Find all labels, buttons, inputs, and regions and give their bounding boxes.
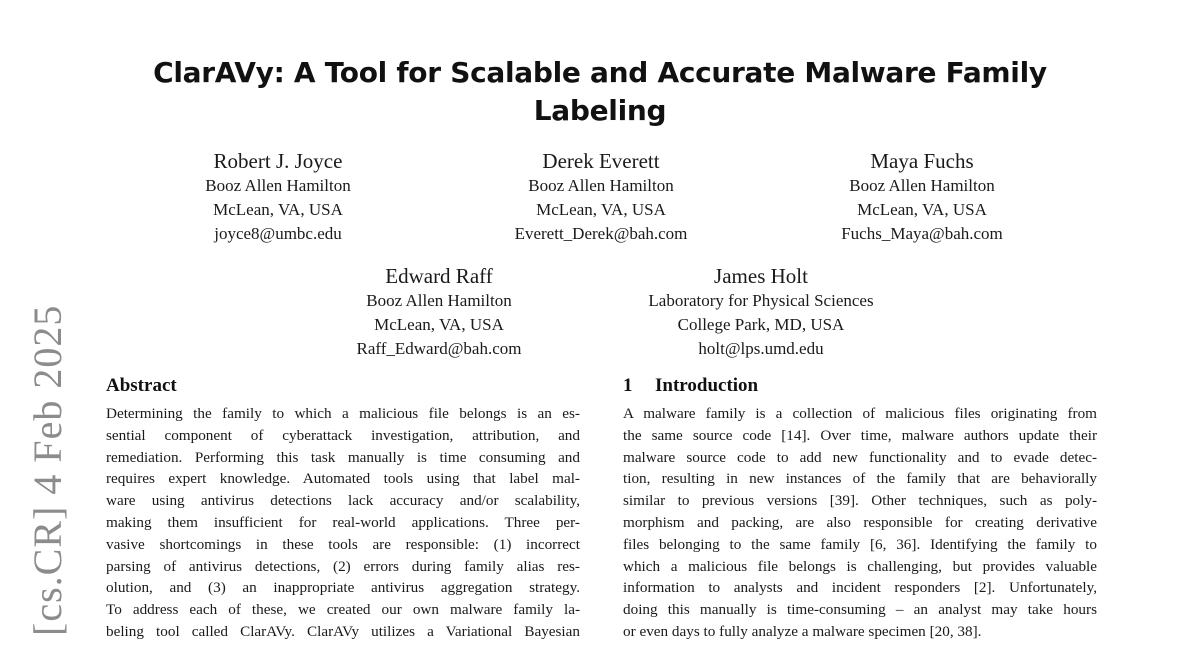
introduction-body	[623, 403, 1097, 643]
introduction-line: similar to previous versions [39]. Other techniques, such as poly-	[623, 492, 1097, 510]
abstract-line: olution, and (3) an inappropriate antivirus aggregation strategy.	[106, 579, 580, 597]
author-affiliation: Laboratory for Physical Sciences	[648, 291, 874, 310]
author-block	[451, 148, 751, 246]
introduction-line: morphism and packing, are also responsible for creating derivative	[623, 513, 1097, 531]
abstract-line: sential component of cyberattack investigation, attribution, and	[106, 426, 580, 444]
author-name: James Holt	[714, 264, 808, 288]
abstract-line: vasive shortcomings in these tools are responsible: (1) incorrect	[106, 535, 580, 553]
abstract-line: Determining the family to which a malicious file belongs is an es-	[106, 405, 580, 422]
author-block	[289, 263, 589, 361]
author-name: Edward Raff	[385, 264, 493, 288]
author-email: Fuchs_Maya@bah.com	[841, 224, 1003, 243]
title-line: Labeling	[533, 94, 667, 127]
introduction-line: the same source code [14]. Over time, malware authors update their	[623, 426, 1097, 444]
author-affiliation: Booz Allen Hamilton	[366, 291, 512, 310]
author-email: joyce8@umbc.edu	[214, 224, 342, 243]
author-block	[772, 148, 1072, 246]
author-affiliation: Booz Allen Hamilton	[528, 176, 674, 195]
section-title: Introduction	[655, 375, 759, 396]
author-name: Derek Everett	[542, 149, 660, 173]
author-block	[128, 148, 428, 246]
abstract-line: making them insufficient for real-world applications. Three per-	[106, 513, 580, 531]
author-block	[611, 263, 911, 361]
introduction-line: A malware family is a collection of malicious files originating from	[623, 405, 1097, 422]
abstract-line: requires expert knowledge. Automated tools using that label mal-	[106, 470, 580, 488]
abstract-line: To address each of these, we created our own malware family la-	[106, 601, 580, 619]
abstract-line: parsing of antivirus detections, (2) errors during family alias res-	[106, 557, 580, 575]
author-location: College Park, MD, USA	[677, 315, 845, 334]
author-name: Robert J. Joyce	[213, 149, 343, 173]
author-email: Everett_Derek@bah.com	[514, 224, 688, 243]
paper-title	[100, 54, 1100, 130]
author-affiliation: Booz Allen Hamilton	[849, 176, 995, 195]
abstract-body	[106, 403, 580, 643]
arxiv-side-stamp: [cs.CR] 4 Feb 2025	[25, 304, 70, 636]
title-line: ClarAVy: A Tool for Scalable and Accurate Malware Family	[153, 56, 1047, 89]
author-email: Raff_Edward@bah.com	[356, 339, 522, 358]
author-location: McLean, VA, USA	[857, 200, 987, 219]
abstract-line: ware using antivirus detections lack accuracy and/or scalability,	[106, 492, 580, 510]
author-location: McLean, VA, USA	[213, 200, 343, 219]
introduction-line: doing this manually is time-consuming – an analyst may take hours	[623, 601, 1097, 619]
introduction-heading	[623, 374, 758, 398]
abstract-line: beling tool called ClarAVy. ClarAVy utilizes a Variational Bayesian	[106, 622, 580, 640]
introduction-line: or even days to fully analyze a malware specimen [20, 38].	[623, 622, 982, 640]
introduction-line: tion, resulting in new instances of the family that are behaviorally	[623, 470, 1097, 488]
abstract-heading: Abstract	[106, 375, 177, 396]
author-affiliation: Booz Allen Hamilton	[205, 176, 351, 195]
introduction-line: which a malicious file belongs is challenging, but provides valuable	[623, 557, 1097, 575]
author-location: McLean, VA, USA	[536, 200, 666, 219]
author-location: McLean, VA, USA	[374, 315, 504, 334]
abstract-line: remediation. Performing this task manually is time consuming and	[106, 448, 580, 466]
section-number: 1	[623, 375, 633, 396]
introduction-line: malware source code to add new functionality and to evade detec-	[623, 448, 1097, 466]
introduction-line: information to analysts and incident responders [2]. Unfortunately,	[623, 579, 1097, 597]
author-name: Maya Fuchs	[870, 149, 974, 173]
introduction-line: files belonging to the same family [6, 36]. Identifying the family to	[623, 535, 1097, 553]
author-email: holt@lps.umd.edu	[698, 339, 824, 358]
